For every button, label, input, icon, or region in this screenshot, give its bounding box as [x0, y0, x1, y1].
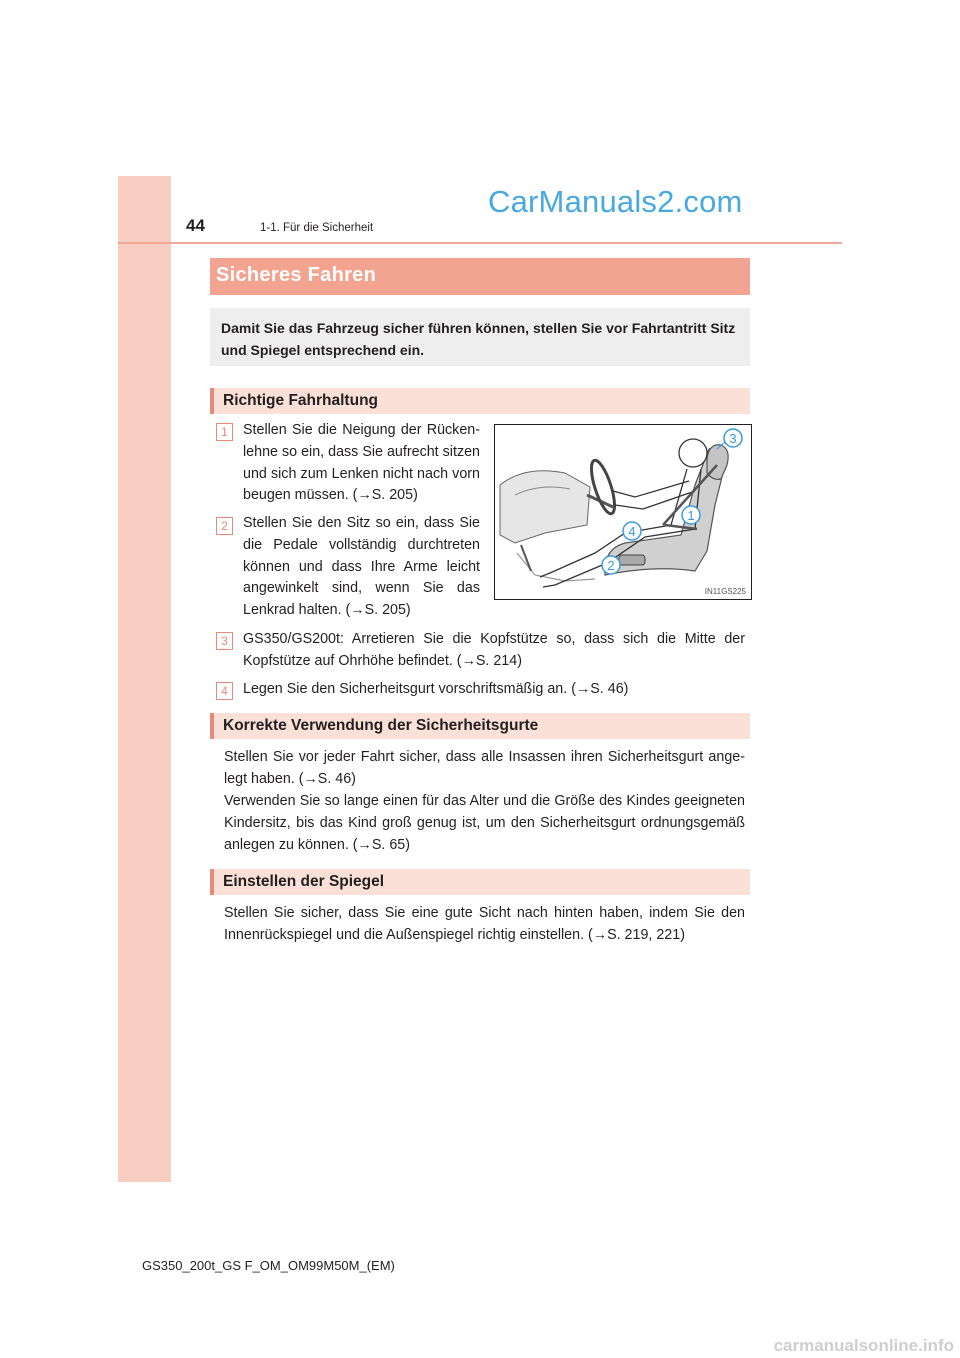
item-text-3: GS350/GS200t: Arretieren Sie die Kopfstütze so, dass sich die Mitte der Kopfstütze auf Ohrhöhe befindet. (→S. 214) [243, 631, 745, 669]
side-margin-band [118, 176, 171, 1182]
driver-seat-illustration-svg [495, 425, 751, 599]
callout-2 [602, 556, 620, 574]
mirrors-paragraph: Stellen Sie sicher, dass Sie eine gute Sicht nach hinten haben, indem Sie den Innenrückspiegel und die Außenspiegel richtig einstellen. (→S. 219, 221) [224, 905, 745, 943]
intro-box [210, 308, 750, 366]
item-text-4: Legen Sie den Sicherheitsgurt vorschriftsmäßig an. (→S. 46) [243, 681, 629, 697]
item-number-3: 3 [216, 632, 233, 650]
callout-1 [682, 506, 700, 524]
document-code-footer: GS350_200t_GS F_OM_OM99M50M_(EM) [142, 1258, 395, 1273]
callout-3 [717, 429, 742, 449]
item-text-1: Stellen Sie die Neigung der Rückenlehne so ein, dass Sie aufrecht sitzen und sich zum Lenken nicht nach vorn beugen müssen. (→S. 205) [243, 422, 480, 504]
subheading-text: Korrekte Verwendung der Sicherheitsgurte [223, 717, 539, 734]
item-number-4: 4 [216, 682, 233, 700]
illustration-code: IN11GS225 [704, 587, 746, 596]
header-rule [118, 242, 842, 244]
intro-text: Damit Sie das Fahrzeug sicher führen können, stellen Sie vor Fahrtantritt Sitz und Spiegel entsprechend ein. [221, 320, 736, 358]
item-text-2: Stellen Sie den Sitz so ein, dass Sie die Pedale vollständig durchtreten können und dass Ihre Arme leicht angewinkelt sind, wenn Sie das Lenkrad halten. (→S. 205) [243, 515, 480, 619]
item-number-2: 2 [216, 517, 233, 535]
callout-2-label: 2 [607, 558, 615, 573]
subheading-seatbelt-use [210, 713, 750, 739]
item-number-1: 1 [216, 423, 233, 441]
page-title: Sicheres Fahren [216, 264, 377, 286]
driving-posture-illustration [494, 424, 752, 600]
subheading-driving-posture [210, 388, 750, 414]
section-label: 1-1. Für die Sicherheit [260, 222, 374, 234]
seatbelt-paragraph-2: Verwenden Sie so lange einen für das Alter und die Größe des Kindes geeigneten Kindersitz, bis das Kind groß genug ist, um den Sicherheitsgurt ordnungsgemäß anlegen zu können. (→S. 65) [224, 793, 745, 853]
callout-3-label: 3 [729, 431, 737, 446]
page-number: 44 [186, 216, 205, 235]
watermark-bottom-link[interactable]: carmanualsonline.info [773, 1336, 954, 1355]
subheading-mirrors [210, 869, 750, 895]
callout-1-label: 1 [687, 508, 695, 523]
callout-4-label: 4 [628, 524, 636, 539]
seatbelt-paragraph-1: Stellen Sie vor jeder Fahrt sicher, dass alle Insassen ihren Sicherheitsgurt angelegt haben. (→S. 46) [224, 749, 745, 787]
page-title-bar [210, 258, 750, 295]
callout-4 [623, 522, 641, 540]
subheading-text: Einstellen der Spiegel [223, 873, 385, 890]
subheading-text: Richtige Fahrhaltung [223, 392, 378, 409]
watermark-link[interactable]: CarManuals2.com [488, 184, 743, 219]
